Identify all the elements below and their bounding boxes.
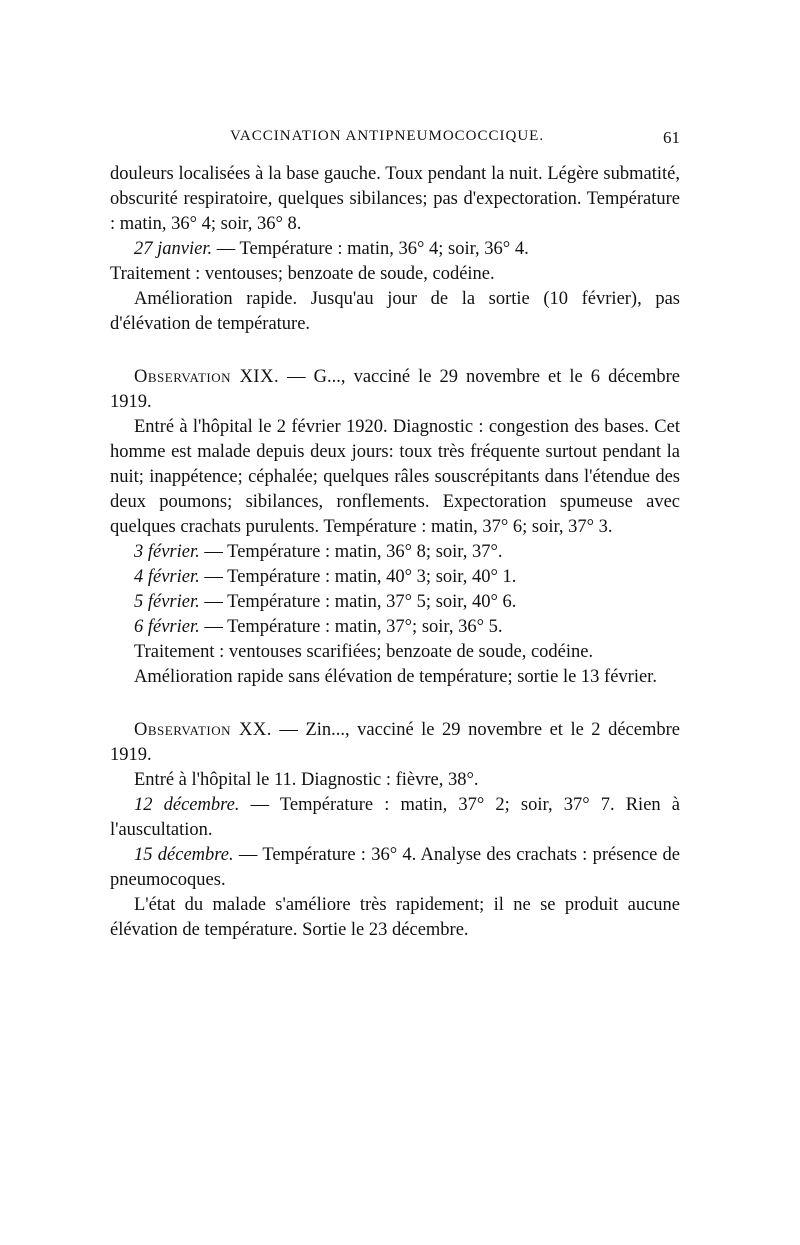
entry-date: 3 février.	[134, 542, 200, 562]
dated-entry	[110, 540, 680, 565]
dated-entry	[110, 237, 680, 262]
entry-text: — Température : matin, 40° 3; soir, 40° 1.	[199, 567, 517, 587]
document-page	[110, 128, 680, 943]
entry-date: 27 janvier.	[134, 239, 213, 259]
paragraph: Traitement : ventouses scarifiées; benzoate de soude, codéine.	[134, 642, 594, 662]
observation-heading	[110, 718, 680, 768]
dated-entry	[110, 590, 680, 615]
paragraph: L'état du malade s'améliore très rapidement; il ne se produit aucune élévation de température. Sortie le 23 décembre.	[110, 895, 680, 940]
entry-date: 6 février.	[134, 617, 200, 637]
dated-entry	[110, 615, 680, 640]
entry-date: 5 février.	[134, 592, 200, 612]
entry-text: — Température : matin, 36° 4; soir, 36° 4.	[212, 239, 529, 259]
entry-date: 15 décembre.	[134, 845, 234, 865]
paragraph: Amélioration rapide. Jusqu'au jour de la sortie (10 février), pas d'élévation de température.	[110, 289, 680, 334]
running-head	[110, 128, 680, 154]
page-number: 61	[663, 128, 680, 147]
paragraph: douleurs localisées à la base gauche. Toux pendant la nuit. Légère submatité, obscurité respiratoire, quelques sibilances; pas d'expectoration. Température : matin, 36° 4; soir, 36° 8.	[110, 164, 680, 234]
observation-heading	[110, 365, 680, 415]
paragraph: Entré à l'hôpital le 11. Diagnostic : fièvre, 38°.	[134, 770, 479, 790]
section-gap	[110, 690, 680, 718]
observation-title: Observation XX.	[134, 720, 272, 740]
entry-text: — Température : matin, 37° 5; soir, 40° 6.	[199, 592, 517, 612]
entry-date: 4 février.	[134, 567, 200, 587]
dated-entry	[110, 565, 680, 590]
entry-text: — Température : matin, 37° 2; soir, 37° 7. Rien à l'auscultation.	[110, 795, 681, 840]
paragraph: Amélioration rapide sans élévation de température; sortie le 13 février.	[134, 667, 657, 687]
entry-text: — Température : matin, 37°; soir, 36° 5.	[199, 617, 503, 637]
paragraph: Traitement : ventouses; benzoate de soude, codéine.	[110, 264, 495, 284]
observation-intro: — Zin..., vacciné le 29 novembre et le 2 décembre 1919.	[110, 720, 680, 765]
entry-date: 12 décembre.	[134, 795, 240, 815]
entry-text: — Température : matin, 36° 8; soir, 37°.	[199, 542, 503, 562]
entry-text: — Température : 36° 4. Analyse des crachats : présence de pneumocoques.	[110, 845, 681, 890]
paragraph: Entré à l'hôpital le 2 février 1920. Diagnostic : congestion des bases. Cet homme est malade depuis deux jours: toux très fréquente surtout pendant la nuit; inappétence; céphalée; quelques râles souscrépitants dans l'étendue des deux poumons; sibilances, ronflements. Expectoration spumeuse avec quelques crachats purulents. Température : matin, 37° 6; soir, 37° 3.	[110, 417, 680, 537]
dated-entry	[110, 793, 680, 843]
observation-intro: — G..., vacciné le 29 novembre et le 6 décembre 1919.	[110, 367, 680, 412]
observation-title: Observation XIX.	[134, 367, 280, 387]
section-gap	[110, 337, 680, 365]
dated-entry	[110, 843, 680, 893]
running-head-title: VACCINATION ANTIPNEUMOCOCCIQUE.	[230, 128, 545, 144]
